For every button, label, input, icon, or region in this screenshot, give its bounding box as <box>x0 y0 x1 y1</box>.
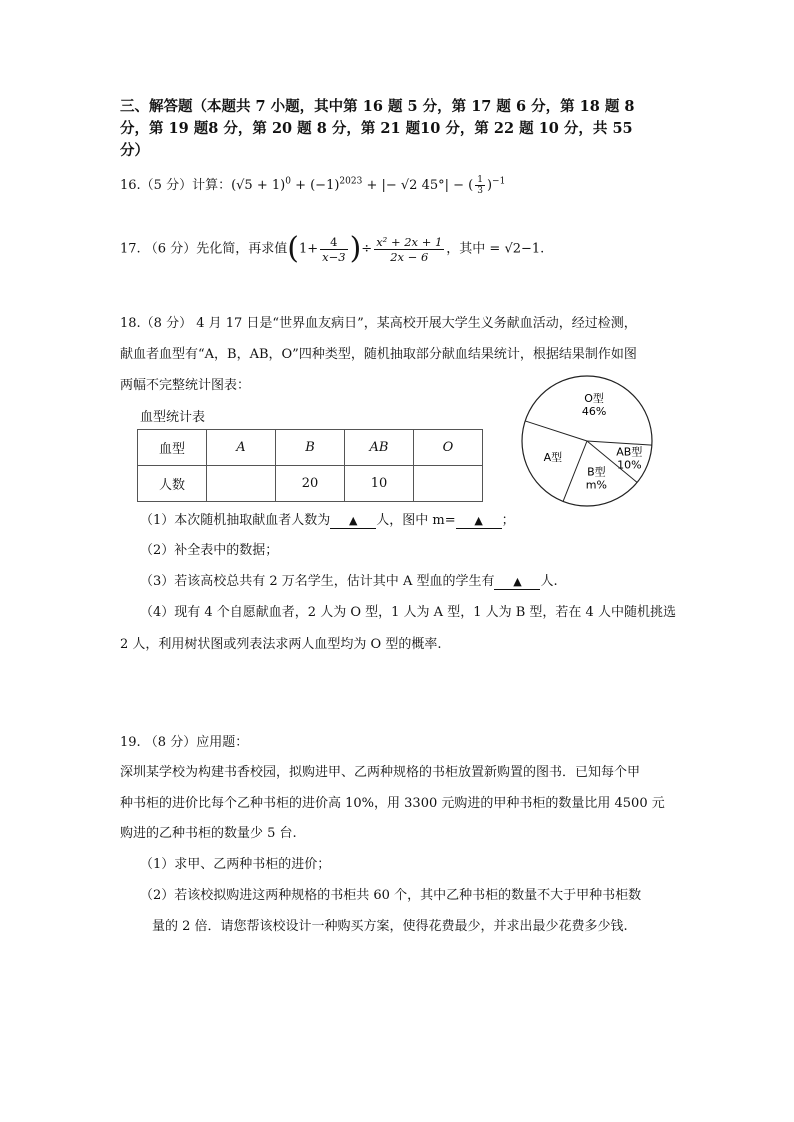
answer-blank <box>330 513 376 529</box>
q16-label: 16.（5 分）计算： <box>120 178 232 193</box>
q16-exp-a: 0 <box>285 176 291 187</box>
q16-fraction <box>475 175 485 196</box>
q18-sub2: （2）补全表中的数据； <box>140 543 279 558</box>
table-header-row <box>138 430 483 466</box>
q19-sub1: （1）求甲、乙两种书柜的进价； <box>140 857 331 872</box>
q17-fraction-1 <box>320 235 347 264</box>
q16-expr-c: + |− √2 45°| − ( <box>362 178 474 193</box>
blood-type-table <box>137 429 483 502</box>
answer-blank <box>456 513 502 529</box>
triangle-mark: ▲ <box>513 575 522 588</box>
q17-f1-num: 4 <box>320 235 347 250</box>
question-17: 17. （6 分）先化简，再求值(1+ $\frac{4}{x-3}$ )÷ $\frac{\text{x² + 2x + 1}}{2x - 6}$ ，其中 = √2−1. <box>120 231 545 266</box>
q17-fraction-2 <box>374 235 444 264</box>
table-header-cell: 血型 <box>138 430 207 466</box>
q18-sub1-end: ； <box>501 513 515 528</box>
q18-line1: 18.（8 分） 4 月 17 日是“世界血友病日”，某高校开展大学生义务献血活动，经过检测， <box>120 316 637 331</box>
pie-slice-value: 46% <box>581 404 607 418</box>
q16-expr-b: + (−1) <box>290 178 340 193</box>
triangle-mark: ▲ <box>474 514 483 527</box>
blood-type-pie-chart <box>512 375 662 510</box>
q18-line2: 献血者血型有“A，B，AB，O”四种类型，随机抽取部分献血结果统计，根据结果制作如图 <box>120 347 637 362</box>
q18-sub4-line1: （4）现有 4 个自愿献血者，2 人为 O 型，1 人为 A 型，1 人为 B 型，若在 4 人中随机挑选 <box>140 605 676 620</box>
section-title-line3: 分） <box>120 142 149 159</box>
q18-line3: 两幅不完整统计图表： <box>120 378 251 393</box>
q17-tail: ，其中 = √2−1. <box>446 241 545 257</box>
q16-expr-a: (√5 + 1) <box>231 178 286 193</box>
table-cell <box>414 466 483 502</box>
q17-f2-den: 2x − 6 <box>390 249 429 264</box>
q19-line3: 购进的乙种书柜的数量少 5 台. <box>120 826 297 841</box>
q16-frac-num: 1 <box>477 175 483 185</box>
section-title-line1: 三、解答题（本题共 7 小题，其中第 16 题 5 分，第 17 题 6 分，第 18 题 8 <box>120 98 635 115</box>
triangle-mark: ▲ <box>349 514 358 527</box>
table-header-cell: B <box>276 430 345 466</box>
q16-frac-den: 3 <box>477 186 483 196</box>
q18-sub3 <box>140 570 558 590</box>
table-cell <box>207 466 276 502</box>
q18-sub1-pre: （1）本次随机抽取献血者人数为 <box>140 513 331 528</box>
pie-slice-value: m% <box>585 478 607 492</box>
q18-sub4-line2: 2 人，利用树状图或列表法求两人血型均为 O 型的概率. <box>120 637 442 652</box>
q19-line1: 深圳某学校为构建书香校园，拟购进甲、乙两种规格的书柜放置新购置的图书．已知每个甲 <box>120 765 641 780</box>
section-title-line2: 分，第 19 题8 分，第 20 题 8 分，第 21 题10 分，第 22 题 10 分，共 55 <box>120 120 633 137</box>
pie-slice-value: 10% <box>617 458 642 472</box>
q17-f1-den: x−3 <box>322 249 346 264</box>
q19-label: 19. （8 分）应用题： <box>120 735 249 750</box>
q16-expr-d: ) <box>486 178 493 193</box>
q19-line2: 种书柜的进价比每个乙种书柜的进价高 10%，用 3300 元购进的甲种书柜的数量比用 4500 元 <box>120 796 665 811</box>
q19-sub2-line1: （2）若该校拟购进这两种规格的书柜共 60 个，其中乙种书柜的数量不大于甲种书柜数 <box>140 888 642 903</box>
q18-sub1 <box>140 509 515 529</box>
table-header-cell: A <box>207 430 276 466</box>
q17-one-plus: 1+ <box>298 241 319 257</box>
q18-sub3-end: 人. <box>540 574 558 589</box>
q16-exp-b: 2023 <box>339 176 363 187</box>
pie-slice-label: AB型 <box>616 445 643 459</box>
table-header-cell: AB <box>345 430 414 466</box>
table-header-cell: O <box>414 430 483 466</box>
table-cell: 10 <box>345 466 414 502</box>
table-cell: 20 <box>276 466 345 502</box>
question-16 <box>120 174 505 196</box>
q18-sub1-mid: 人，图中 m= <box>376 513 456 528</box>
pie-slice-label: A型 <box>543 451 563 465</box>
q18-sub3-pre: （3）若该高校总共有 2 万名学生，估计其中 A 型血的学生有 <box>140 574 495 589</box>
pie-slice-label: O型 <box>584 391 604 405</box>
answer-blank <box>494 574 540 590</box>
table-title: 血型统计表 <box>140 410 206 425</box>
q19-sub2-line2: 量的 2 倍．请您帮该校设计一种购买方案，使得花费最少，并求出最少花费多少钱. <box>152 919 628 934</box>
q17-label: 17. （6 分）先化简，再求值 <box>120 241 288 257</box>
table-row <box>138 466 483 502</box>
q17-divide: ÷ <box>361 241 373 257</box>
table-cell: 人数 <box>138 466 207 502</box>
q17-f2-num: x² + 2x + 1 <box>376 234 443 249</box>
pie-slice-label: B型 <box>587 465 606 479</box>
q16-exp-d: −1 <box>492 176 506 187</box>
